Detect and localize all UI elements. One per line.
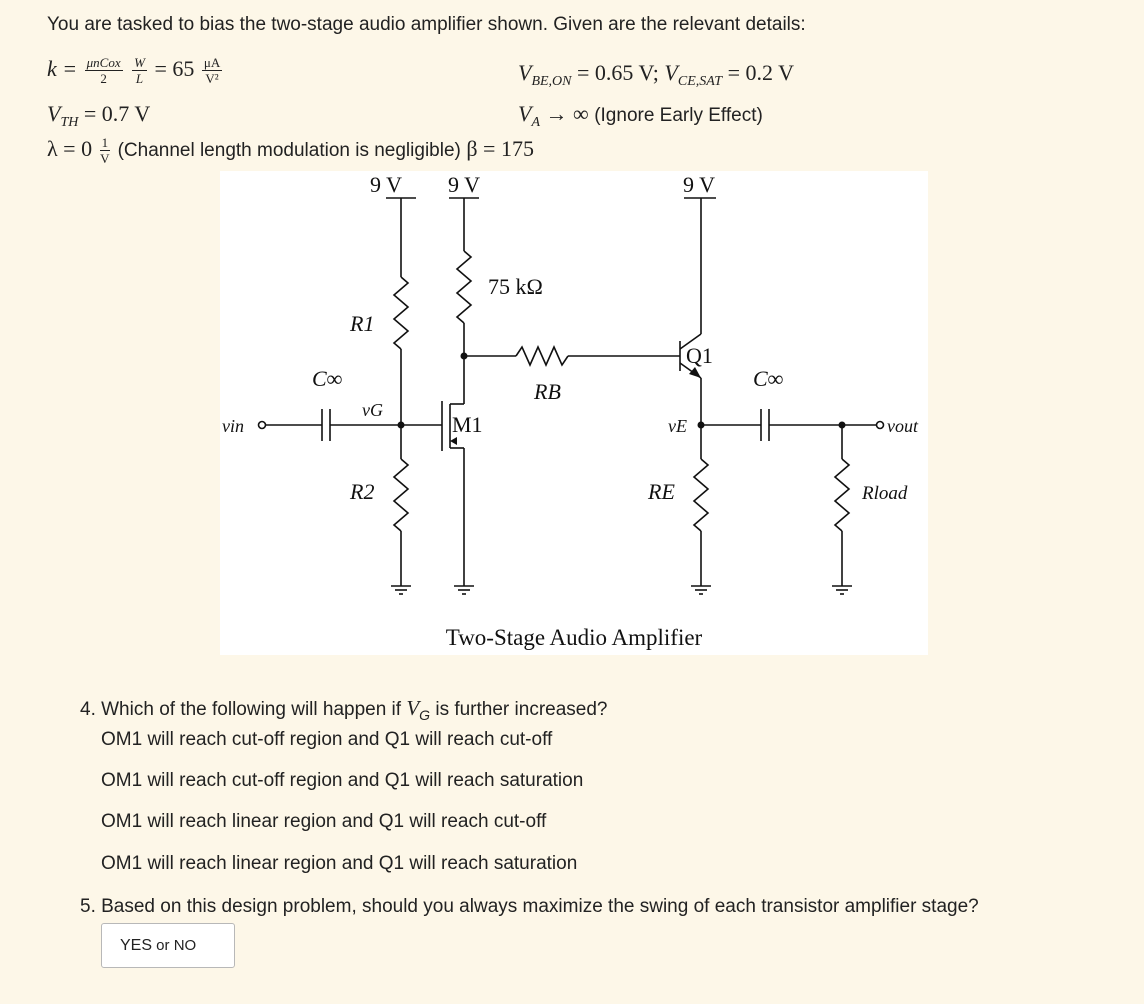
k-wl-fraction: $\frac{W}{L}$ <box>134 55 145 87</box>
question-5-answer-field[interactable] <box>101 923 235 968</box>
vin-label: vin <box>222 416 244 436</box>
m1-label: M1 <box>452 412 483 437</box>
r1-label: R1 <box>350 311 375 336</box>
question-4-option-3[interactable]: OM1 will reach linear region and Q1 will reach cut-off <box>101 811 547 832</box>
circuit-figure <box>220 171 928 655</box>
k-unit: $\frac{\mu A}{\text{V²}}$ <box>203 55 221 87</box>
rload-label: Rload <box>862 483 908 504</box>
va-parameter: $V_A$ → ∞ (Ignore Early Effect) <box>518 101 763 130</box>
question-4-option-2[interactable]: OM1 will reach cut-off region and Q1 will reach saturation <box>101 770 584 791</box>
rb-label: RB <box>534 379 561 404</box>
question-4-option-1[interactable]: OM1 will reach cut-off region and Q1 will reach cut-off <box>101 729 553 750</box>
vout-label: vout <box>887 416 918 436</box>
k-value: = 65 <box>154 56 195 81</box>
circuit-caption: Two-Stage Audio Amplifier <box>445 625 703 650</box>
supply-label-1: 9 V <box>370 172 402 197</box>
supply-label-3: 9 V <box>683 172 715 197</box>
lambda-unit: $\frac{1}{V}$ <box>100 135 110 167</box>
ve-label: vE <box>668 416 687 436</box>
k-fraction: $\frac{\text{μnCox}}{2}$ <box>86 55 121 87</box>
k-lhs: k = <box>47 56 78 81</box>
supply-label-2: 9 V <box>448 172 480 197</box>
resistor-75k-label: 75 kΩ <box>488 274 543 299</box>
question-4-option-4[interactable]: OM1 will reach linear region and Q1 will reach saturation <box>101 853 578 874</box>
k-parameter <box>47 56 224 85</box>
question-5-prompt: 5. Based on this design problem, should you always maximize the swing of each transistor amplifier stage? <box>80 896 979 917</box>
lambda-beta-parameter: λ = 0 $\frac{1}{V}$ (Channel length modulation is negligible) β = 175 <box>47 135 534 167</box>
cout-label: C∞ <box>753 366 784 391</box>
cin-label: C∞ <box>312 366 343 391</box>
vg-label: vG <box>362 400 383 420</box>
answer-no: NO <box>173 937 197 954</box>
re-label: RE <box>648 479 675 504</box>
answer-yes: YES <box>120 937 153 954</box>
vbe-vce-parameter: $V_{BE,ON} = 0.65$ V; $V_{CE,SAT} = 0.2$ V <box>518 60 794 89</box>
r2-label: R2 <box>350 479 375 504</box>
intro-text: You are tasked to bias the two-stage audio amplifier shown. Given are the relevant details: <box>47 14 806 35</box>
vth-parameter: $V_{TH} = 0.7$ V <box>47 101 151 130</box>
question-4-prompt: 4. Which of the following will happen if $V_G$ is further increased? <box>80 696 608 723</box>
circuit-diagram <box>220 171 928 655</box>
q1-label: Q1 <box>686 343 713 368</box>
answer-or: or <box>152 937 174 954</box>
